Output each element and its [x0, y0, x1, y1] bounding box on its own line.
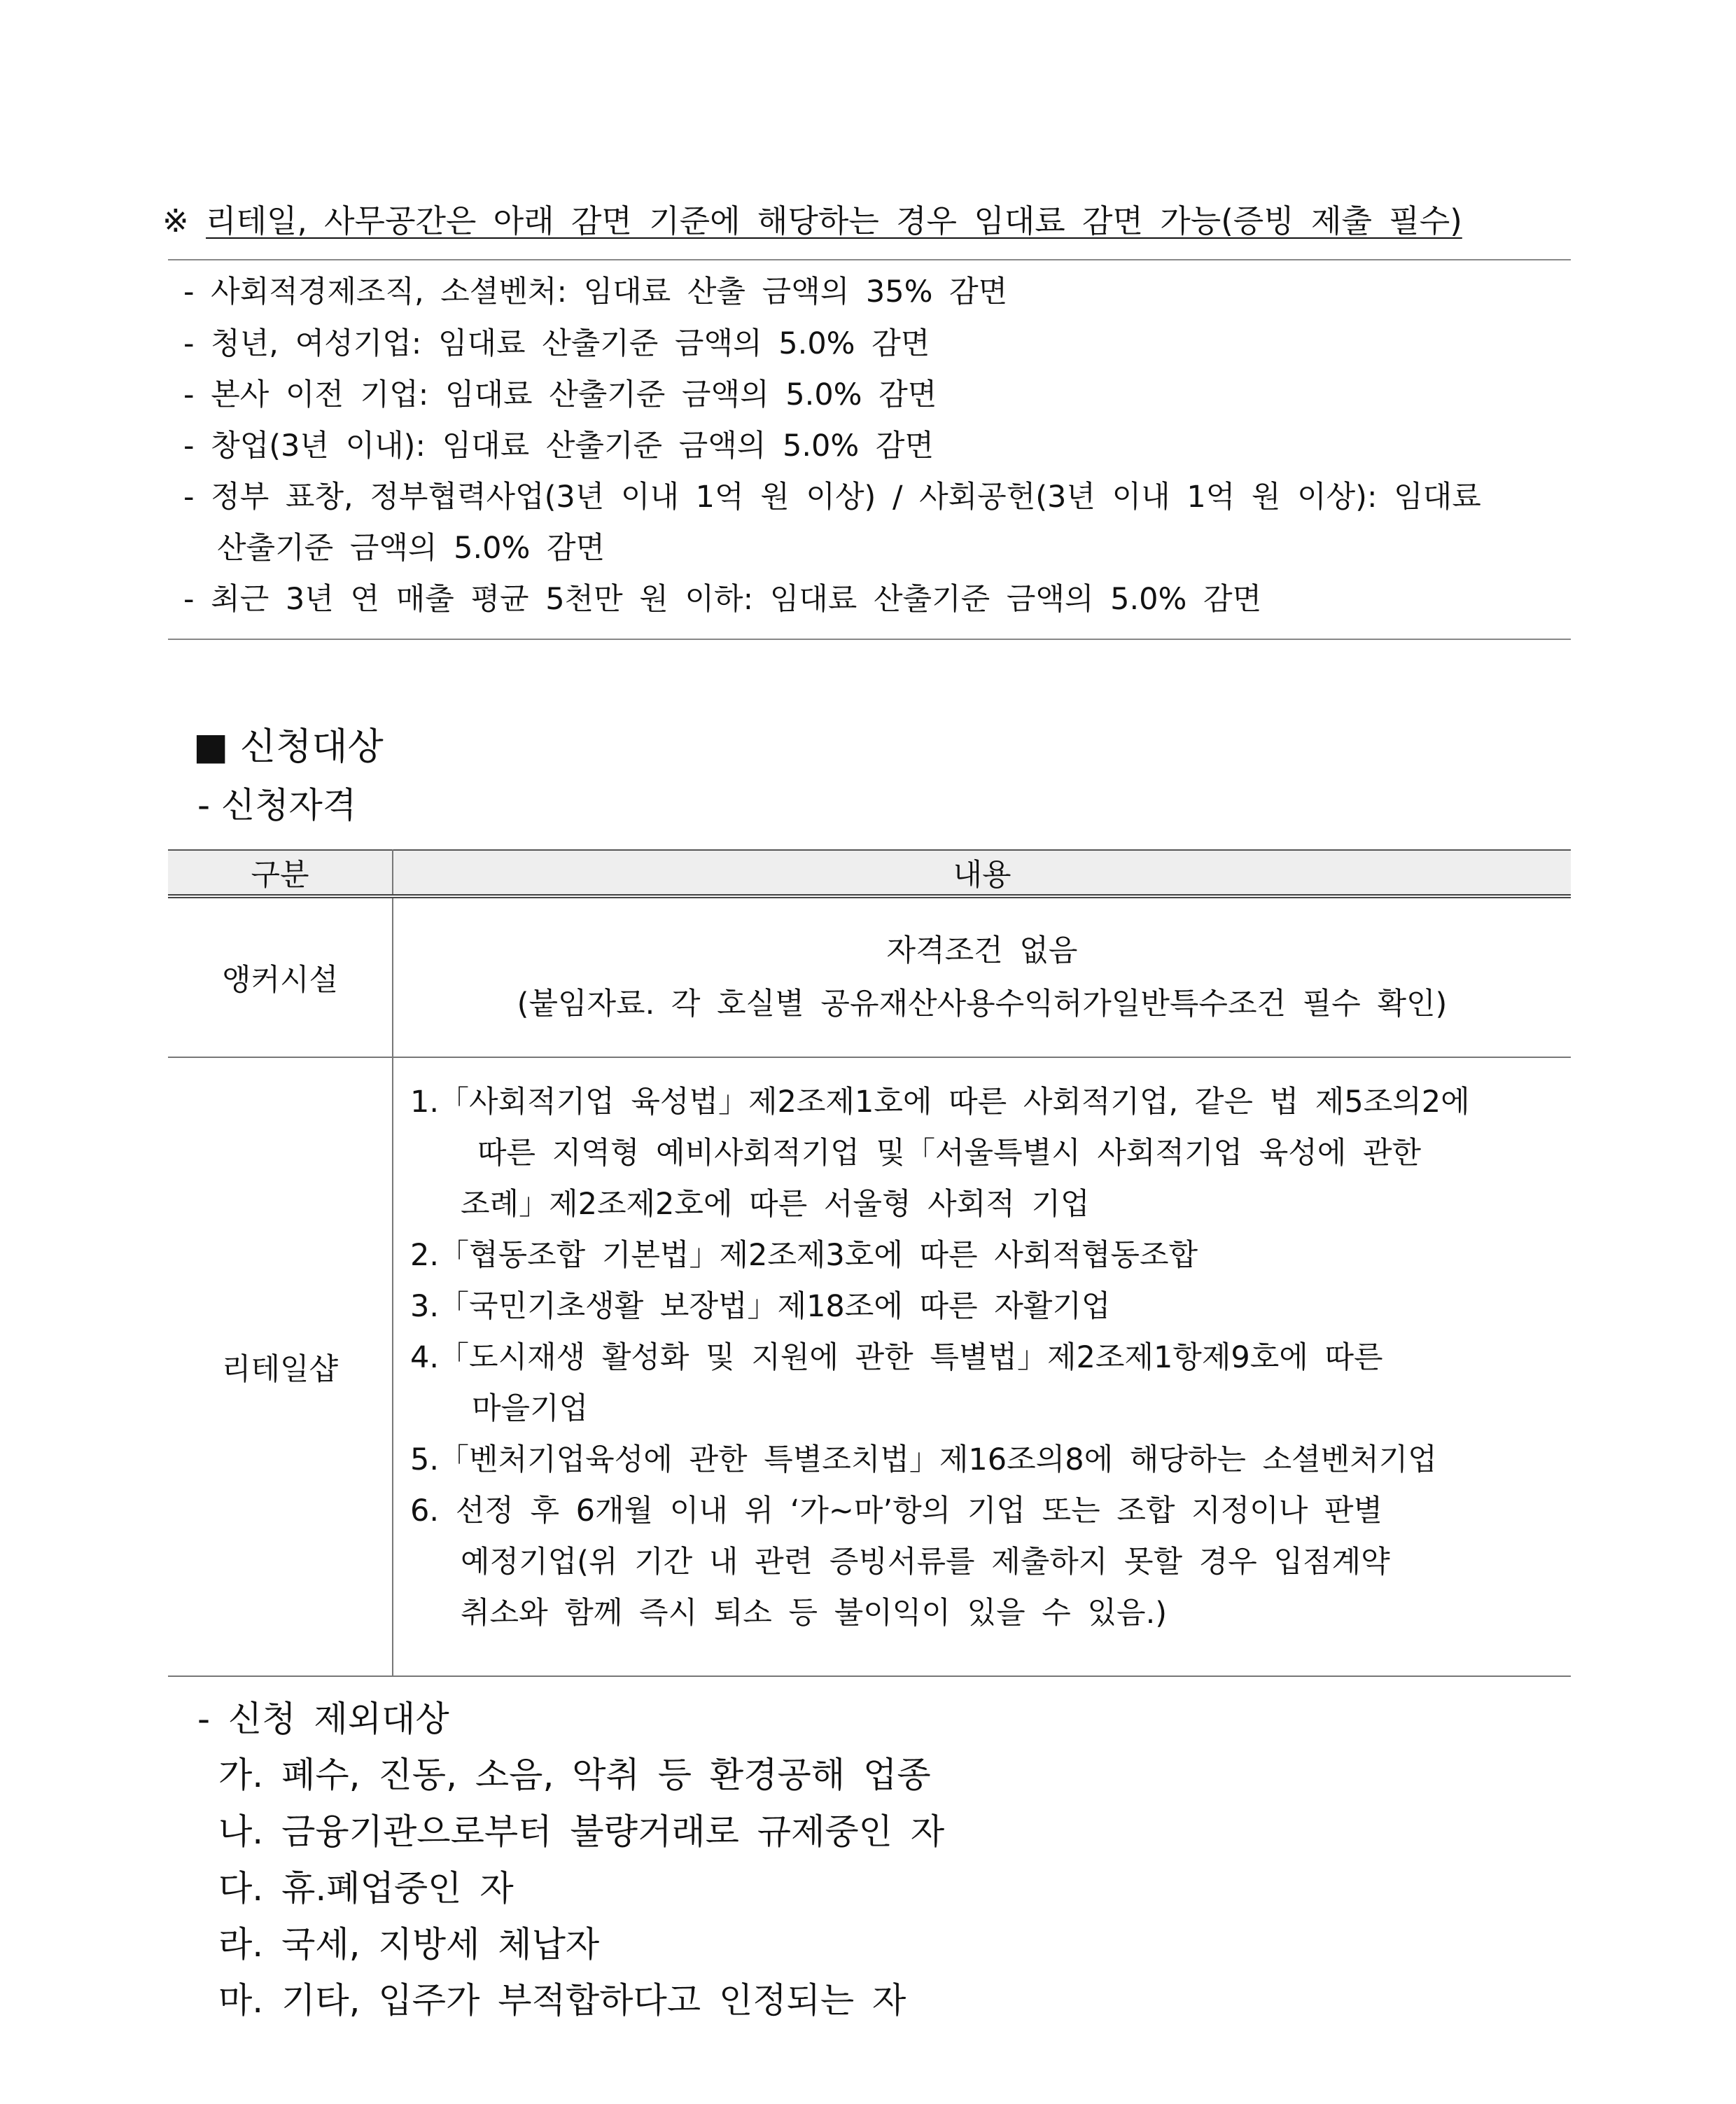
table-header-row: [168, 850, 1571, 896]
divider-bottom: [168, 639, 1571, 640]
section-subtitle: - 신청자격: [197, 785, 357, 825]
criteria-line: 예정기업(위 기간 내 관련 증빙서류를 제출하지 못할 경우 입점계약: [461, 1545, 1390, 1580]
reduction-item-continued: 산출기준 금액의 5.0% 감면: [217, 531, 606, 566]
reduction-item: - 청년, 여성기업: 임대료 산출기준 금액의 5.0% 감면: [183, 326, 930, 361]
content-anchor: [393, 896, 1571, 1057]
reference-mark: ※: [162, 202, 189, 239]
table-row-anchor: [168, 896, 1571, 1057]
exclusion-item: 다. 휴.폐업중인 자: [218, 1868, 514, 1909]
criteria-line: 조례」제2조제2호에 따른 서울형 사회적 기업: [461, 1187, 1090, 1222]
criteria-line: 2.「협동조합 기본법」제2조제3호에 따른 사회적협동조합: [410, 1238, 1198, 1273]
reduction-item: - 본사 이전 기업: 임대료 산출기준 금액의 5.0% 감면: [183, 377, 937, 412]
reduction-item: - 정부 표창, 정부협력사업(3년 이내 1억 원 이상) / 사회공헌(3년 이내 1억 원 이상): 임대료: [183, 480, 1481, 515]
reduction-item: - 최근 3년 연 매출 평균 5천만 원 이하: 임대료 산출기준 금액의 5.0% 감면: [183, 582, 1262, 617]
category-retail: 리테일샵: [168, 1057, 393, 1676]
reduction-item: - 사회적경제조직, 소셜벤처: 임대료 산출 금액의 35% 감면: [183, 274, 1008, 309]
anchor-line-1: 자격조건 없음: [886, 933, 1078, 968]
exclusion-item: 라. 국세, 지방세 체납자: [218, 1924, 600, 1965]
divider-top: [168, 259, 1571, 260]
criteria-line: 5.「벤처기업육성에 관한 특별조치법」제16조의8에 해당하는 소셜벤처기업: [410, 1442, 1437, 1477]
eligibility-table: [168, 849, 1571, 1677]
header-category: 구분: [168, 850, 393, 896]
criteria-line: 취소와 함께 즉시 퇴소 등 불이익이 있을 수 있음.): [461, 1596, 1168, 1631]
criteria-line: 따른 지역형 예비사회적기업 및「서울특별시 사회적기업 육성에 관한: [477, 1136, 1422, 1171]
header-content: 내용: [393, 850, 1571, 896]
table-row-retail: [168, 1057, 1571, 1676]
criteria-line: 마을기업: [472, 1391, 589, 1426]
category-anchor: 앵커시설: [168, 896, 393, 1057]
reduction-note-title: [162, 202, 1462, 239]
criteria-line: 6. 선정 후 6개월 이내 위 ‘가~마’항의 기업 또는 조합 지정이나 판별: [410, 1493, 1383, 1528]
exclusion-item: 가. 폐수, 진동, 소음, 악취 등 환경공해 업종: [218, 1755, 931, 1795]
exclusion-title: - 신청 제외대상: [197, 1699, 449, 1739]
exclusion-item: 나. 금융기관으로부터 불량거래로 규제중인 자: [218, 1811, 945, 1852]
content-retail: [393, 1057, 1571, 1676]
criteria-line: 4.「도시재생 활성화 및 지원에 관한 특별법」제2조제1항제9호에 따른: [410, 1340, 1383, 1375]
section-title: ■ 신청대상: [193, 725, 384, 768]
exclusion-item: 마. 기타, 입주가 부적합하다고 인정되는 자: [218, 1980, 906, 2021]
criteria-line: 3.「국민기초생활 보장법」제18조에 따른 자활기업: [410, 1289, 1111, 1324]
reduction-note-text: 리테일, 사무공간은 아래 감면 기준에 해당하는 경우 임대료 감면 가능(증빙 제출 필수): [206, 202, 1462, 239]
anchor-line-2: (붙임자료. 각 호실별 공유재산사용수익허가일반특수조건 필수 확인): [517, 987, 1448, 1022]
reduction-item: - 창업(3년 이내): 임대료 산출기준 금액의 5.0% 감면: [183, 429, 934, 464]
criteria-line: 1.「사회적기업 육성법」제2조제1호에 따른 사회적기업, 같은 법 제5조의2에: [410, 1085, 1470, 1120]
